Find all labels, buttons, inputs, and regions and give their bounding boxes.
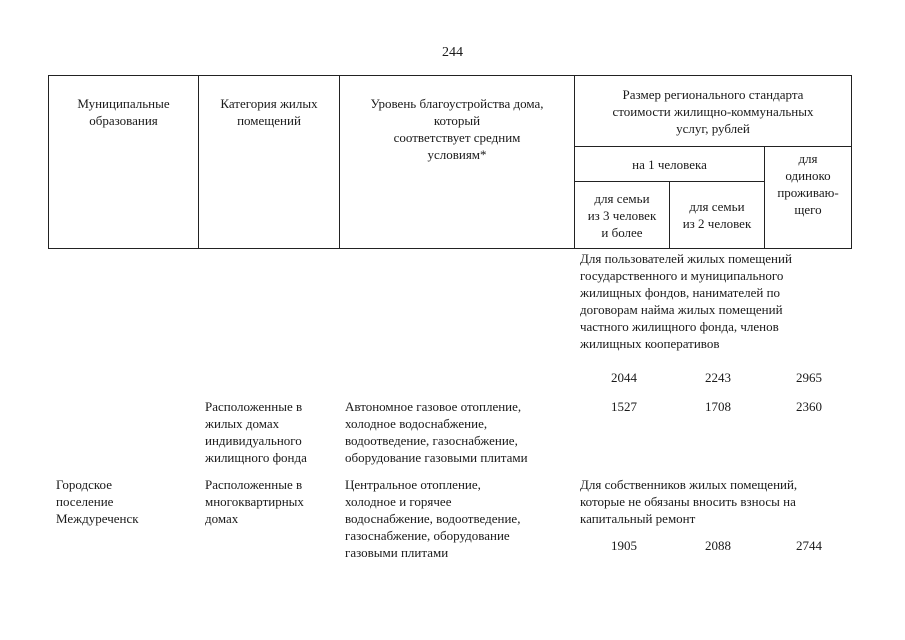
header-standard [575,76,852,147]
s2-category: Расположенные в многоквартирных домах [205,477,304,526]
s1-row2-single: 2360 [796,399,822,414]
s1-row2-family3: 1527 [611,399,637,414]
header-family2-text: для семьи из 2 человек [682,199,752,231]
header-per-person [575,147,765,182]
header-category [199,76,340,249]
header-single-text: для одиноко проживаю- щего [777,151,839,217]
s2-municipality: Городское поселение Междуреченск [56,477,139,526]
s1-row1-single: 2965 [796,370,822,385]
header-single [765,147,852,249]
section2-title: Для собственников жилых помещений, которые не обязаны вносить взносы на капитальный ремонт [580,477,798,526]
header-family3-text: для семьи из 3 человек и более [587,190,657,240]
header-municipality [49,76,199,249]
s1-row2-family2: 1708 [705,399,731,414]
section1-title: Для пользователей жилых помещений государственного и муниципального жилищных фондов, нанимателей по договорам найма жилых помещений частного жилищного фонда, членов жилищных кооперативов [580,251,792,351]
s1-row1-family3: 2044 [611,370,637,385]
header-family2 [670,182,765,249]
header-amenities-text: Уровень благоустройства дома, который соответствует средним условиям* [370,96,544,162]
page-number: 244 [442,45,463,60]
s2-amenities: Центральное отопление, холодное и горячее водоснабжение, водоотведение, газоснабжение, оборудование газовыми плитами [345,477,521,560]
s2-family2: 2088 [705,538,731,553]
s1-row1-family2: 2243 [705,370,731,385]
header-amenities [340,76,575,249]
header-per-person-text: на 1 человека [632,156,707,172]
s1-row2-category: Расположенные в жилых домах индивидуального жилищного фонда [205,399,307,465]
header-family3 [575,182,670,249]
header-municipality-text: Муниципальные образования [77,96,170,128]
header-category-text: Категория жилых помещений [220,96,318,128]
s2-single: 2744 [796,538,822,553]
table-header [48,75,852,249]
s1-row2-amenities: Автономное газовое отопление, холодное водоснабжение, водоотведение, газоснабжение, оборудование газовыми плитами [345,399,528,465]
header-standard-text: Размер регионального стандарта стоимости жилищно-коммунальных услуг, рублей [612,86,814,136]
s2-family3: 1905 [611,538,637,553]
